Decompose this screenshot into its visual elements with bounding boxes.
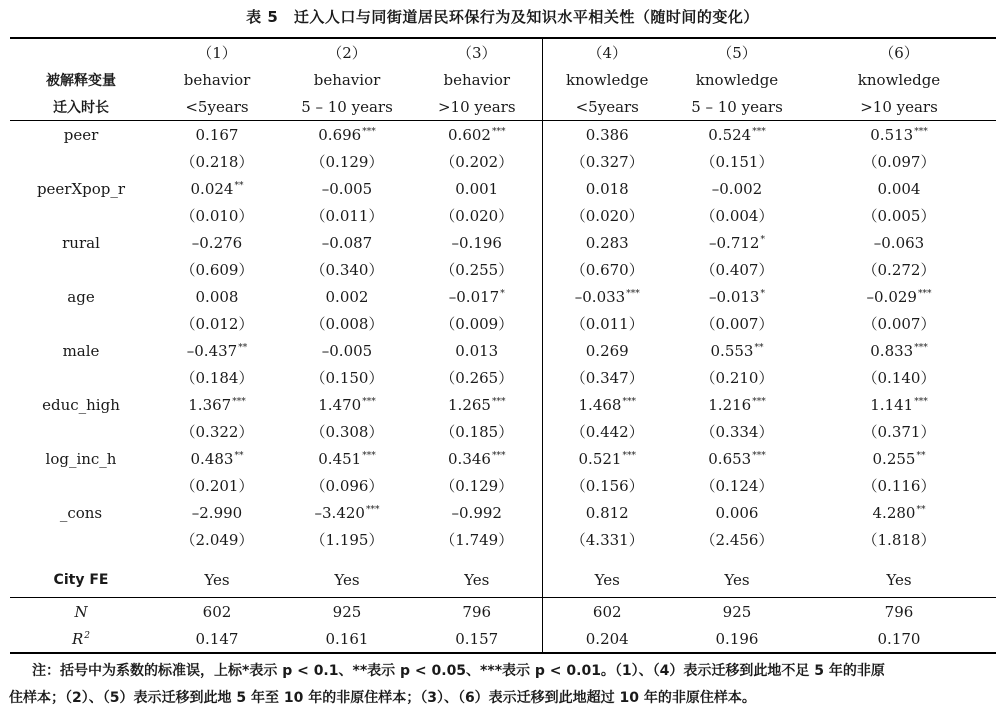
std-error-cell: （0.347） [542, 364, 672, 391]
std-error-cell: （0.184） [180, 369, 254, 387]
coef-cell [282, 283, 412, 310]
coef-cell [152, 445, 282, 472]
significance-stars: *** [917, 288, 932, 299]
coef-cell [412, 283, 542, 310]
coef-cell [802, 445, 996, 472]
coef-value: 0.513 [870, 125, 914, 144]
coef-cell [542, 283, 672, 310]
col-number-2: （2） [282, 38, 412, 66]
coef-cell [542, 499, 672, 526]
n-cell: 796 [802, 598, 996, 626]
coef-cell [152, 337, 282, 364]
significance-stars: *** [491, 396, 506, 407]
col-number-6: （6） [802, 38, 996, 66]
std-error-cell: （0.272） [862, 261, 936, 279]
duration-1: <5years [152, 93, 282, 121]
significance-stars: *** [362, 396, 376, 407]
duration-5: 5 – 10 years [672, 93, 802, 121]
coef-value: –0.196 [451, 233, 502, 252]
coef-cell [672, 391, 802, 418]
city-fe-cell: Yes [334, 571, 360, 589]
coef-value: 0.018 [585, 179, 629, 198]
significance-stars: * [760, 288, 765, 299]
coef-value: –0.033 [574, 287, 626, 306]
variable-name: peer [63, 125, 99, 144]
coef-cell [282, 121, 412, 149]
std-error-cell: （2.456） [700, 531, 774, 549]
col-number-5: （5） [672, 38, 802, 66]
city-fe-cell: Yes [542, 563, 672, 598]
se-row-educ_high [10, 418, 996, 445]
coef-cell [542, 391, 672, 418]
coef-value: 0.001 [455, 179, 499, 198]
se-row-rural [10, 256, 996, 283]
significance-stars: *** [362, 450, 376, 461]
se-row-log_inc_h [10, 472, 996, 499]
coef-cell [672, 445, 802, 472]
std-error-cell: （0.371） [862, 423, 936, 441]
coef-value: –0.437 [186, 341, 238, 360]
coef-cell [282, 229, 412, 256]
std-error-cell: （0.020） [542, 202, 672, 229]
coef-cell [412, 499, 542, 526]
std-error-cell: （0.004） [700, 207, 774, 225]
note-line-1: 注：括号中为系数的标准误，上标*表示 p < 0.1、**表示 p < 0.05、***表示 p < 0.01。（1）、（4）表示迁移到此地不足 5 年的非原 [32, 663, 885, 679]
n-cell: 602 [542, 598, 672, 626]
std-error-cell: （0.334） [700, 423, 774, 441]
coef-value: 0.004 [877, 179, 921, 198]
std-error-cell: （0.407） [700, 261, 774, 279]
coef-value: 0.451 [318, 449, 362, 468]
std-error-cell: （0.096） [310, 477, 384, 495]
se-blank-cell [10, 148, 152, 175]
coef-value: –0.017 [448, 287, 500, 306]
se-blank-cell [10, 202, 152, 229]
coef-value: –0.276 [191, 233, 243, 252]
regression-table-container [10, 37, 996, 654]
std-error-cell: （0.442） [542, 418, 672, 445]
coef-cell [542, 121, 672, 149]
se-row-male [10, 364, 996, 391]
coef-value: 1.265 [448, 395, 491, 414]
city-fe-cell: Yes [464, 571, 490, 589]
coef-value: –3.420 [314, 503, 365, 522]
coef-cell [412, 391, 542, 418]
r2-cell: 0.161 [282, 625, 412, 653]
coef-value: 1.367 [188, 395, 232, 414]
significance-stars: *** [914, 396, 928, 407]
coef-value: –0.029 [866, 287, 917, 306]
coef-cell [152, 175, 282, 202]
coef-cell [282, 499, 412, 526]
significance-stars: *** [752, 450, 766, 461]
significance-stars: *** [365, 504, 380, 515]
city-fe-cell: Yes [204, 571, 230, 589]
coef-row-rural [10, 229, 996, 256]
table-body [10, 38, 996, 653]
coef-value: 0.255 [872, 449, 916, 468]
std-error-cell: （0.670） [542, 256, 672, 283]
std-error-cell: （1.818） [862, 531, 936, 549]
significance-stars: *** [914, 342, 928, 353]
coef-value: 0.283 [585, 233, 629, 252]
coef-value: –0.005 [321, 341, 373, 360]
coef-value: 0.008 [195, 287, 239, 306]
coef-cell [282, 175, 412, 202]
coef-value: 0.833 [870, 341, 914, 360]
r2-cell: 0.170 [802, 625, 996, 653]
coef-value: 0.521 [578, 449, 622, 468]
variable-name: educ_high [42, 395, 120, 414]
significance-stars: *** [626, 288, 640, 299]
variable-name: peerXpop_r [36, 179, 126, 198]
coef-cell [152, 499, 282, 526]
col-number-1: （1） [152, 38, 282, 66]
coef-value: –0.005 [321, 179, 373, 198]
coef-cell [412, 175, 542, 202]
coef-value: –0.712 [709, 233, 760, 252]
coef-value: 0.553 [710, 341, 754, 360]
std-error-cell: （0.011） [542, 310, 672, 337]
coef-cell [802, 121, 996, 149]
significance-stars: *** [622, 450, 636, 461]
duration-3: >10 years [412, 93, 542, 121]
r2-cell: 0.204 [542, 625, 672, 653]
std-error-cell: （0.218） [180, 153, 254, 171]
coef-cell [152, 391, 282, 418]
coef-value: 0.386 [585, 125, 629, 144]
significance-stars: *** [362, 126, 376, 137]
coef-cell [152, 283, 282, 310]
std-error-cell: （0.116） [862, 477, 936, 495]
r2-row [10, 625, 996, 653]
se-blank-cell [10, 364, 152, 391]
std-error-cell: （0.201） [180, 477, 254, 495]
std-error-cell: （0.185） [440, 423, 514, 441]
n-label: N [10, 598, 152, 626]
col-number-4: （4） [542, 38, 672, 66]
significance-stars: ** [916, 504, 926, 515]
spacer-cell [10, 553, 152, 563]
coef-cell [412, 229, 542, 256]
std-error-cell: （0.265） [440, 369, 514, 387]
significance-stars: ** [238, 342, 248, 353]
std-error-cell: （0.129） [440, 477, 514, 495]
coef-value: –0.087 [321, 233, 373, 252]
significance-stars: *** [752, 396, 766, 407]
city-fe-label: City FE [53, 572, 109, 588]
std-error-cell: （0.327） [542, 148, 672, 175]
coef-value: 0.696 [318, 125, 362, 144]
table-note [9, 658, 992, 712]
coef-row-_cons [10, 499, 996, 526]
se-blank-cell [10, 472, 152, 499]
coef-cell [802, 229, 996, 256]
spacer-row [10, 553, 996, 563]
std-error-cell: （0.097） [862, 153, 936, 171]
std-error-cell: （0.609） [180, 261, 254, 279]
significance-stars: * [500, 288, 505, 299]
coef-cell [802, 391, 996, 418]
r2-cell: 0.196 [672, 625, 802, 653]
coef-value: 1.470 [318, 395, 362, 414]
coef-value: 1.141 [870, 395, 914, 414]
coef-cell [412, 121, 542, 149]
se-row-peerXpop_r [10, 202, 996, 229]
coef-value: –0.002 [711, 179, 763, 198]
dep-var-5: knowledge [695, 70, 779, 89]
std-error-cell: （0.124） [700, 477, 774, 495]
std-error-cell: （0.140） [862, 369, 936, 387]
r2-cell: 0.157 [412, 625, 542, 653]
n-cell: 796 [412, 598, 542, 626]
std-error-cell: （0.010） [180, 207, 254, 225]
variable-name: rural [62, 233, 100, 252]
n-cell: 602 [152, 598, 282, 626]
significance-stars: *** [491, 450, 506, 461]
coef-cell [802, 499, 996, 526]
spacer-cell [412, 553, 542, 563]
coef-row-male [10, 337, 996, 364]
std-error-cell: （0.340） [310, 261, 384, 279]
se-blank-cell [10, 526, 152, 553]
coef-row-age [10, 283, 996, 310]
dep-var-6: knowledge [857, 70, 941, 89]
regression-table [10, 37, 996, 654]
std-error-cell: （0.020） [440, 207, 514, 225]
duration-label: 迁入时长 [10, 93, 152, 121]
coef-cell [152, 229, 282, 256]
std-error-cell: （0.005） [862, 207, 936, 225]
variable-name: _cons [59, 503, 103, 522]
dep-var-2: behavior [313, 70, 381, 89]
r2-label-superscript: 2 [84, 630, 91, 641]
significance-stars: * [760, 234, 765, 245]
coef-cell [542, 337, 672, 364]
std-error-cell: （0.156） [542, 472, 672, 499]
n-row [10, 598, 996, 626]
std-error-cell: （2.049） [180, 531, 254, 549]
coef-value: 0.812 [585, 503, 629, 522]
std-error-cell: （0.255） [440, 261, 514, 279]
significance-stars: *** [752, 126, 766, 137]
coef-cell [412, 337, 542, 364]
header-blank-cell [10, 38, 152, 66]
coef-cell [282, 445, 412, 472]
std-error-cell: （1.749） [440, 531, 514, 549]
coef-cell [672, 337, 802, 364]
significance-stars: *** [491, 126, 506, 137]
n-cell: 925 [282, 598, 412, 626]
coef-cell [672, 121, 802, 149]
coef-value: 0.013 [455, 341, 499, 360]
std-error-cell: （0.007） [862, 315, 936, 333]
coef-cell [672, 499, 802, 526]
coef-value: 0.602 [448, 125, 491, 144]
coef-value: 0.269 [585, 341, 629, 360]
std-error-cell: （0.012） [180, 315, 254, 333]
std-error-cell: （0.202） [440, 153, 514, 171]
coef-value: 0.483 [190, 449, 234, 468]
dep-var-3: behavior [443, 70, 511, 89]
spacer-cell [672, 553, 802, 563]
se-blank-cell [10, 256, 152, 283]
significance-stars: *** [232, 396, 246, 407]
n-cell: 925 [672, 598, 802, 626]
spacer-cell [802, 553, 996, 563]
coef-value: 1.468 [578, 395, 622, 414]
coef-row-educ_high [10, 391, 996, 418]
duration-4: <5years [542, 93, 672, 121]
std-error-cell: （0.129） [310, 153, 384, 171]
se-row-_cons [10, 526, 996, 553]
se-blank-cell [10, 310, 152, 337]
se-blank-cell [10, 418, 152, 445]
se-row-age [10, 310, 996, 337]
dep-var-label: 被解释变量 [46, 72, 116, 89]
coef-cell [802, 175, 996, 202]
dep-var-4: knowledge [542, 66, 672, 93]
std-error-cell: （1.195） [310, 531, 384, 549]
coef-row-peerXpop_r [10, 175, 996, 202]
coef-value: 1.216 [708, 395, 752, 414]
table-title: 表 5 迁入人口与同街道居民环保行为及知识水平相关性（随时间的变化） [246, 8, 759, 26]
spacer-cell [152, 553, 282, 563]
significance-stars: ** [234, 180, 244, 191]
std-error-cell: （0.011） [310, 207, 384, 225]
se-row-peer [10, 148, 996, 175]
coef-cell [542, 175, 672, 202]
coef-value: –2.990 [191, 503, 243, 522]
std-error-cell: （0.308） [310, 423, 384, 441]
coef-value: 0.653 [708, 449, 752, 468]
dep-var-1: behavior [183, 70, 251, 89]
city-fe-cell: Yes [886, 571, 912, 589]
spacer-cell [542, 553, 672, 563]
coef-row-peer [10, 121, 996, 149]
coef-value: 0.524 [708, 125, 752, 144]
city-fe-row [10, 563, 996, 598]
variable-name: male [62, 341, 100, 360]
coef-value: 0.002 [325, 287, 369, 306]
coef-cell [542, 445, 672, 472]
coef-cell [412, 445, 542, 472]
coef-cell [672, 229, 802, 256]
header-row-col-numbers [10, 38, 996, 66]
coef-cell [802, 337, 996, 364]
r2-label-cell [10, 625, 152, 653]
std-error-cell: （0.009） [440, 315, 514, 333]
duration-2: 5 – 10 years [282, 93, 412, 121]
city-fe-cell: Yes [724, 571, 750, 589]
std-error-cell: （0.008） [310, 315, 384, 333]
coef-cell [802, 283, 996, 310]
std-error-cell: （0.007） [700, 315, 774, 333]
std-error-cell: （0.322） [180, 423, 254, 441]
coef-value: –0.992 [451, 503, 502, 522]
spacer-cell [282, 553, 412, 563]
header-row-duration [10, 93, 996, 121]
coef-cell [542, 229, 672, 256]
coef-cell [672, 283, 802, 310]
col-number-3: （3） [412, 38, 542, 66]
coef-value: 0.346 [448, 449, 491, 468]
coef-cell [282, 337, 412, 364]
variable-name: log_inc_h [45, 449, 117, 468]
coef-value: –0.013 [709, 287, 760, 306]
coef-row-log_inc_h [10, 445, 996, 472]
variable-name: age [67, 287, 95, 306]
coef-value: 0.167 [195, 125, 239, 144]
coef-cell [152, 121, 282, 149]
r2-cell: 0.147 [152, 625, 282, 653]
coef-cell [282, 391, 412, 418]
coef-value: –0.063 [873, 233, 925, 252]
significance-stars: ** [234, 450, 244, 461]
header-row-dep-var [10, 66, 996, 93]
std-error-cell: （0.210） [700, 369, 774, 387]
significance-stars: *** [622, 396, 636, 407]
significance-stars: *** [914, 126, 928, 137]
significance-stars: ** [754, 342, 764, 353]
std-error-cell: （4.331） [542, 526, 672, 553]
note-line-2: 住样本；（2）、（5）表示迁移到此地 5 年至 10 年的非原住样本；（3）、（6）表示迁移到此地超过 10 年的非原住样本。 [9, 690, 756, 706]
coef-value: 0.006 [715, 503, 759, 522]
coef-cell [672, 175, 802, 202]
significance-stars: ** [916, 450, 926, 461]
std-error-cell: （0.151） [700, 153, 774, 171]
r2-label: R [71, 629, 84, 648]
coef-value: 0.024 [190, 179, 234, 198]
coef-value: 4.280 [872, 503, 916, 522]
std-error-cell: （0.150） [310, 369, 384, 387]
duration-6: >10 years [802, 93, 996, 121]
